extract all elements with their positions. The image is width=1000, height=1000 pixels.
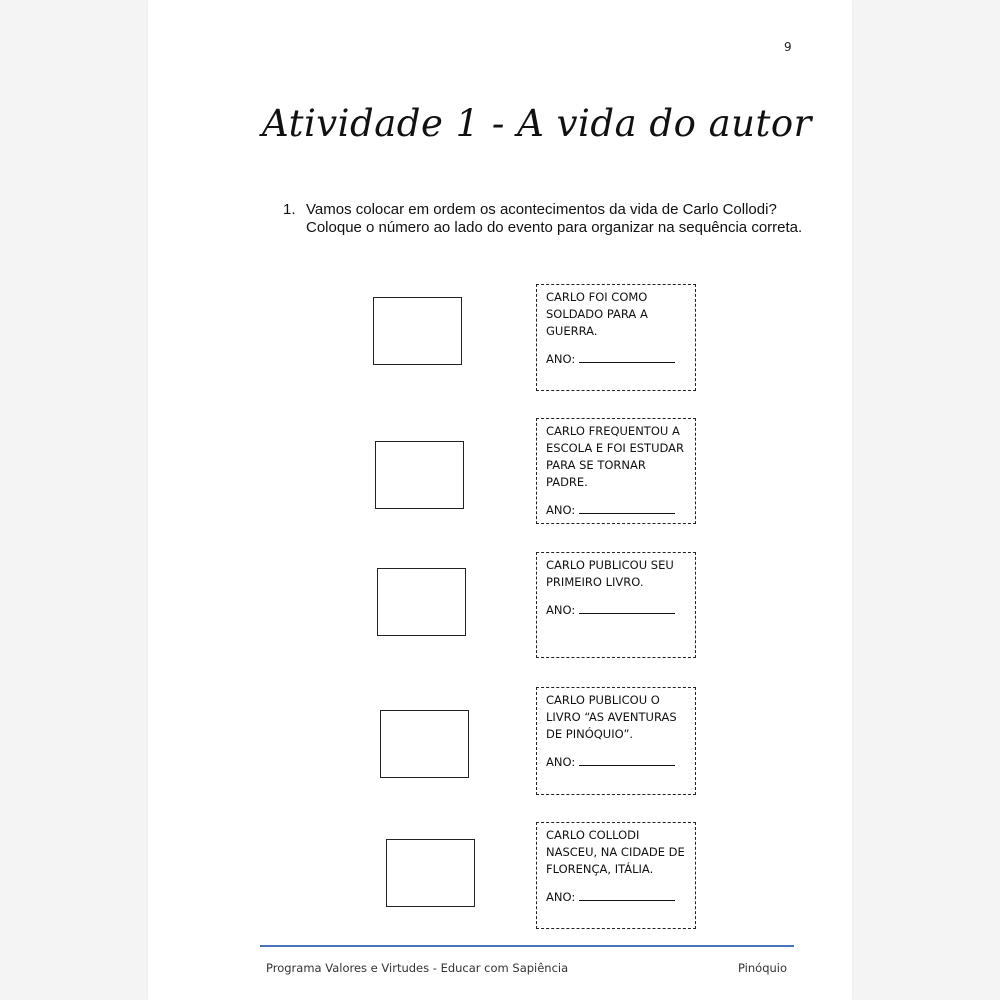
event-text: CARLO FOI COMO SOLDADO PARA A GUERRA. [546, 290, 648, 338]
year-row [546, 350, 695, 368]
footer-rule [260, 945, 794, 947]
event-card-1 [536, 284, 696, 391]
year-row [546, 888, 695, 906]
order-number-box-5[interactable] [386, 839, 475, 907]
order-number-box-3[interactable] [377, 568, 466, 636]
year-row [546, 601, 695, 619]
year-label: ANO: [546, 890, 576, 904]
year-blank-field[interactable] [579, 888, 675, 901]
page-number: 9 [784, 40, 792, 54]
instruction-line-2: Coloque o número ao lado do evento para organizar na sequência correta. [306, 219, 803, 236]
year-row [546, 501, 695, 519]
year-label: ANO: [546, 503, 576, 517]
year-blank-field[interactable] [579, 753, 675, 766]
event-text: CARLO PUBLICOU O LIVRO “AS AVENTURAS DE PINÓQUIO”. [546, 693, 677, 741]
order-number-box-1[interactable] [373, 297, 462, 365]
year-blank-field[interactable] [579, 350, 675, 363]
instruction-number: 1. [283, 201, 296, 218]
order-number-box-2[interactable] [375, 441, 464, 509]
year-label: ANO: [546, 755, 576, 769]
event-card-3 [536, 552, 696, 658]
activity-title: Atividade 1 - A vida do autor [262, 102, 812, 145]
year-blank-field[interactable] [579, 501, 675, 514]
footer-program-name: Programa Valores e Virtudes - Educar com Sapiência [266, 961, 569, 975]
event-text: CARLO FREQUENTOU A ESCOLA E FOI ESTUDAR PARA SE TORNAR PADRE. [546, 424, 684, 489]
event-card-5 [536, 822, 696, 929]
footer-book-name: Pinóquio [738, 961, 788, 975]
instruction-line-1: Vamos colocar em ordem os acontecimentos da vida de Carlo Collodi? [306, 201, 777, 218]
event-text: CARLO COLLODI NASCEU, NA CIDADE DE FLORENÇA, ITÁLIA. [546, 828, 685, 876]
year-label: ANO: [546, 352, 576, 366]
instruction [283, 201, 803, 237]
event-card-4 [536, 687, 696, 795]
event-card-2 [536, 418, 696, 524]
order-number-box-4[interactable] [380, 710, 469, 778]
event-text: CARLO PUBLICOU SEU PRIMEIRO LIVRO. [546, 558, 674, 589]
year-row [546, 753, 695, 771]
year-label: ANO: [546, 603, 576, 617]
document-page [148, 0, 852, 1000]
year-blank-field[interactable] [579, 601, 675, 614]
